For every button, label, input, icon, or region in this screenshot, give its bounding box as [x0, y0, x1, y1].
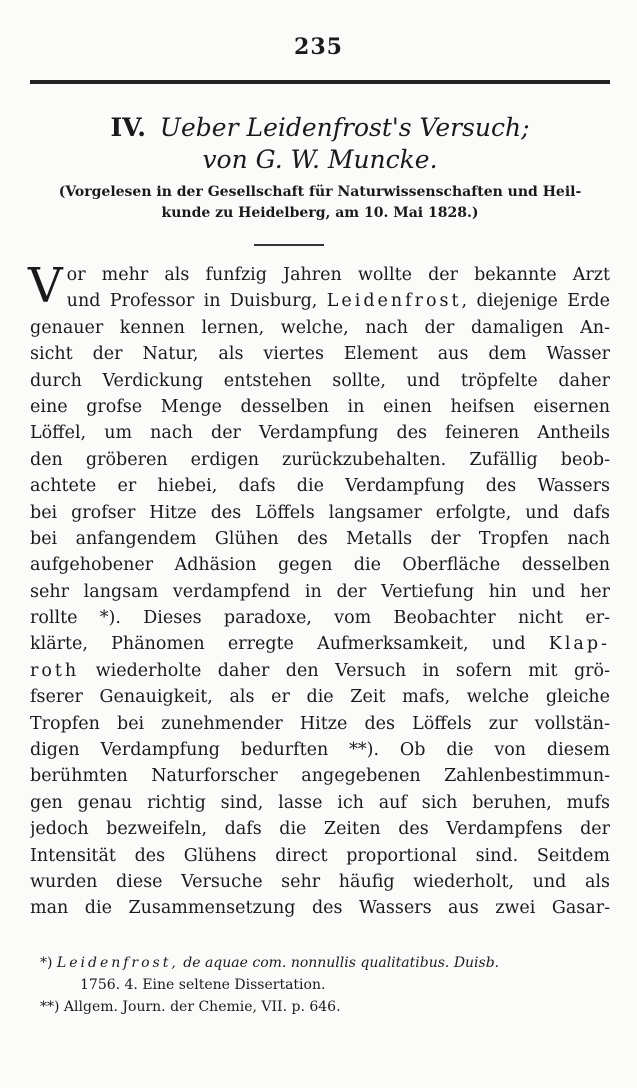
text-line: man die Zusammensetzung des Wassers aus zwei Gasar- [30, 898, 610, 919]
article-heading [30, 112, 610, 176]
footnote-1: *) Leidenfrost, de aquae com. nonnullis qualitatibus. Duisb. [40, 955, 500, 971]
text-line: wurden diese Versuche sehr häufig wiederholt, und als [30, 871, 610, 892]
text-line: digen Verdampfung bedurften **). Ob die von diesem [30, 740, 610, 761]
footnote-author: Leidenfrost, [56, 955, 179, 971]
text-line: Löffel, um nach der Verdampfung des feineren Antheils [30, 423, 610, 444]
section-numeral: IV. [110, 113, 146, 142]
text-line: roth wiederholte daher den Versuch in sofern mit grö- [30, 660, 610, 681]
footnote-work-title: de aquae com. nonnullis qualitatibus. [183, 955, 450, 971]
footnotes [40, 952, 560, 1018]
text-line: den gröberen erdigen zurückzubehalten. Zufällig beob- [30, 449, 610, 470]
text-line: jedoch bezweifeln, dafs die Zeiten des Verdampfens der [30, 819, 610, 840]
title-separator [254, 244, 324, 246]
text-line: fserer Genauigkeit, als er die Zeit mafs, welche gleiche [30, 687, 610, 708]
header-rule [30, 80, 610, 84]
article-subtitle [30, 182, 610, 224]
text-line: achtete er hiebei, dafs die Verdampfung des Wassers [30, 476, 610, 497]
text-line: aufgehobener Adhäsion gegen die Oberfläche desselben [30, 555, 610, 576]
text-line: und Professor in Duisburg, Leidenfrost, diejenige Erde [66, 291, 610, 312]
text-line: rollte *). Dieses paradoxe, vom Beobachter nicht er- [30, 608, 610, 629]
subtitle-line-1: (Vorgelesen in der Gesellschaft für Naturwissenschaften und Heil- [58, 184, 582, 200]
text-line: eine grofse Menge desselben in einen heifsen eisernen [30, 396, 610, 417]
text-line: or mehr als funfzig Jahren wollte der bekannte Arzt [66, 265, 610, 285]
footnote-2: **) Allgem. Journ. der Chemie, VII. p. 646. [40, 999, 341, 1015]
footnote-1-continuation: 1756. 4. Eine seltene Dissertation. [80, 977, 326, 993]
subtitle-line-2: kunde zu Heidelberg, am 10. Mai 1828.) [161, 205, 479, 221]
name-leidenfrost: Leidenfrost [326, 291, 462, 312]
text-line: gen genau richtig sind, lasse ich auf sich beruhen, mufs [30, 792, 610, 813]
page-number: 235 [294, 34, 343, 60]
heading-line-1 [30, 112, 610, 144]
article-author: von G. W. Muncke. [202, 145, 438, 174]
text-line: bei grofser Hitze des Löffels langsamer erfolgte, und dafs [30, 502, 610, 523]
text-line: bei anfangendem Glühen des Metalls der Tropfen nach [30, 528, 610, 549]
name-klaproth-part1: Klap- [548, 634, 610, 655]
text-line: berühmten Naturforscher angegebenen Zahlenbestimmun- [30, 766, 610, 787]
name-klaproth-part2: roth [30, 660, 80, 681]
text-line: Tropfen bei zunehmender Hitze des Löffels zur vollstän- [30, 713, 610, 734]
text-line: Intensität des Glühens direct proportional sind. Seitdem [30, 845, 610, 866]
text-line: sehr langsam verdampfend in der Vertiefung hin und her [30, 581, 610, 602]
drop-cap: V [28, 258, 63, 314]
text-line: sicht der Natur, als viertes Element aus dem Wasser [30, 344, 610, 365]
text-line: durch Verdickung entstehen sollte, und tröpfelte daher [30, 370, 610, 391]
text-line: genauer kennen lernen, welche, nach der damaligen An- [30, 317, 610, 338]
article-title: Ueber Leidenfrost's Versuch; [159, 113, 530, 142]
body-text [28, 258, 610, 922]
text-line: klärte, Phänomen erregte Aufmerksamkeit, und Klap- [30, 634, 610, 655]
